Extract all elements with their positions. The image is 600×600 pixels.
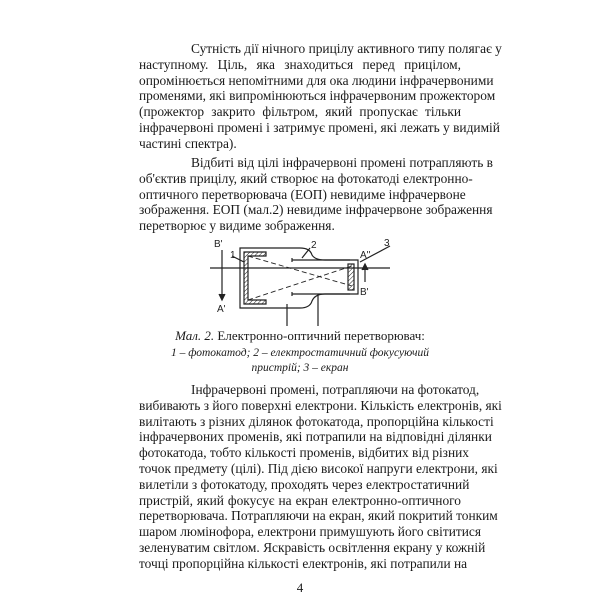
- paragraph-2-line: Відбиті від цілі інфрачервоні промені потрапляють в: [191, 155, 493, 170]
- figure-legend-line-1: 1 – фотокатод; 2 – електростатичний фокусуючий: [170, 347, 430, 359]
- paragraph-3-line: зеленуватим світлом. Яскравість освітлення екрану у кожній: [139, 540, 486, 555]
- caption-prefix: Мал. 2.: [175, 328, 215, 343]
- paragraph-1-line: інфрачервоні промені і затримує промені, які лежать у видимій: [139, 120, 500, 135]
- paragraph-3-line: шаром люмінофора, електрони примушують його світитися: [139, 524, 481, 540]
- tube-body: [240, 248, 358, 308]
- page-number: 4: [296, 580, 304, 595]
- paragraph-1-line: променями, які випромінюються інфрачервоним прожектором: [139, 88, 496, 104]
- paragraph-3-line: вибивають з його поверхні електрони. Кількість електронів, які: [139, 397, 502, 413]
- label-b-prime: B': [214, 239, 223, 250]
- paragraph-2-line: оптичного перетворювача (ЕОП) невидиме інфрачервоне: [139, 186, 466, 202]
- photocathode: [244, 252, 266, 304]
- label-b-double-prime: B': [360, 287, 369, 298]
- paragraph-2-line: перетворює у видиме зображення.: [139, 218, 335, 234]
- caption-title: Електронно-оптичний перетворювач:: [214, 328, 425, 343]
- paragraph-1-line: наступному. Ціль, яка знаходиться перед прицілом,: [139, 56, 461, 72]
- paragraph-1-line: (прожектор закрито фільтром, який пропускає тільки: [139, 104, 461, 120]
- paragraph-3-line: точок предмету (цілі). Під дією високої напруги електрони, які: [139, 461, 498, 476]
- image-converter-diagram: [200, 238, 400, 326]
- paragraph-3-line: Інфрачервоні промені, потрапляючи на фотокатод,: [191, 382, 480, 397]
- paragraph-1-line: частині спектра).: [139, 135, 237, 151]
- label-1: 1: [230, 250, 236, 261]
- paragraph-2-line: зображення. ЕОП (мал.2) невидиме інфрачервоне зображення: [139, 202, 493, 218]
- label-a-double-prime: A'': [360, 250, 371, 261]
- paragraph-3-line: інфрачервоних променів, які потрапили на відповідні ділянки: [139, 429, 492, 445]
- figure-caption: [0, 328, 600, 343]
- paragraph-3-line: вилетіли з фотокатоду, проходять через електростатичний: [139, 476, 470, 492]
- paragraph-3-line: фотокатода, тобто кількості променів, відбитих від різних: [139, 445, 469, 461]
- paragraph-1-line: опромінюється непомітними для ока людини інфрачервоними: [139, 72, 494, 88]
- paragraph-3-line: вилітають з різних ділянок фотокатода, пропорційна кількості: [139, 413, 494, 429]
- paragraph-3-line: перетворювача. Потрапляючи на екран, який покритий тонким: [139, 508, 498, 524]
- paragraph-2-line: об'єктив прицілу, який створює на фотокатоді електронно-: [139, 170, 473, 186]
- figure-legend-line-2: пристрій; 3 – екран: [251, 362, 349, 374]
- paragraph-3-line: точці пропорційна кількості електронів, які потрапили на: [139, 555, 468, 571]
- paragraph-1-line: Сутність дії нічного прицілу активного типу полягає у: [191, 41, 502, 56]
- paragraph-3-line: пристрій, який фокусує на екран електронно-оптичного: [139, 492, 461, 508]
- label-2: 2: [311, 240, 317, 251]
- label-3: 3: [384, 238, 390, 249]
- label-a-prime: A': [217, 304, 226, 315]
